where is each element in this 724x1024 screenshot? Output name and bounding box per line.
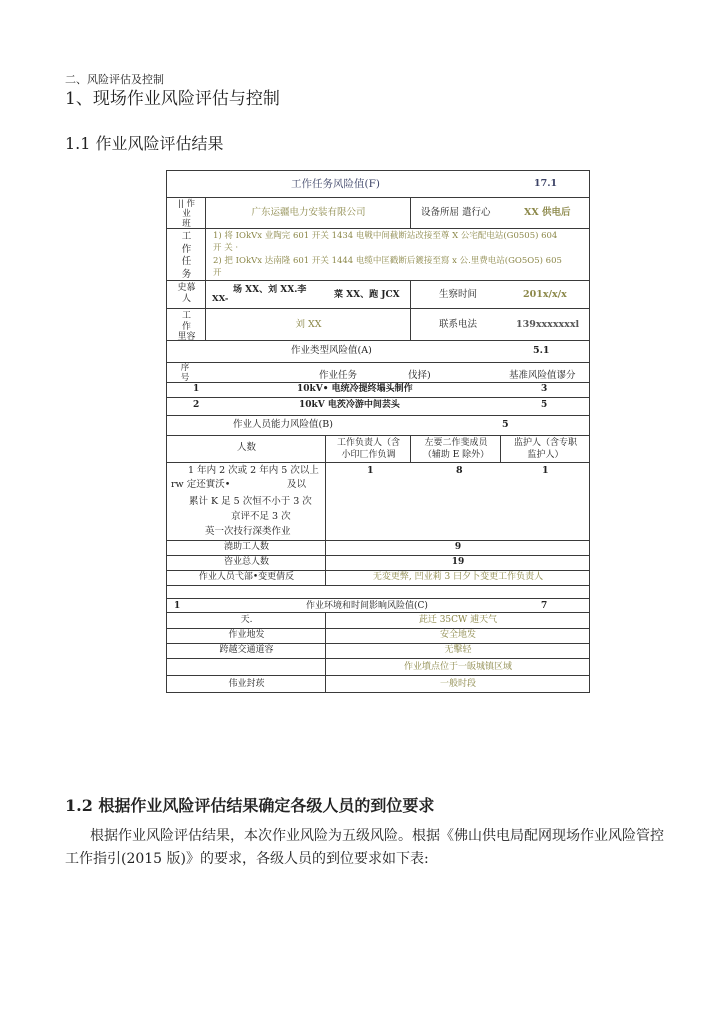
table-cell [167, 416, 590, 436]
col-score: 基准风险值谬分 [509, 370, 576, 381]
experience-line: 京评不足 3 次 [231, 511, 291, 522]
environment-row-label: 作业地发 [228, 630, 265, 640]
environment-row-value: 茈迁 35CW 逋天气 [418, 615, 498, 625]
environment-no: 1 [174, 601, 181, 611]
environment-row-value: 无擊轻 [444, 645, 472, 655]
subheading-1-2: 1.2 根据作业风险评估结果确定各级人员的到位要求 [65, 796, 435, 815]
work-type-label: 作业类型风险值(A) [291, 345, 372, 356]
time-value: 201x/x/x [523, 289, 567, 300]
environment-row-value: 作业墳点位于一皈城镇区域 [403, 662, 512, 672]
experience-line: 及以 [287, 479, 307, 490]
table-row-task: 10kV• 电统冷提终塌头制作 [297, 384, 413, 394]
team-company: 广东运疆电力安装有限公司 [251, 207, 366, 218]
section-label: 二、风险评估及控制 [65, 73, 164, 86]
work-task-line: 开 [213, 268, 222, 278]
members-extra: XX- [212, 294, 229, 304]
col-task: 作业任务 [319, 370, 358, 381]
table-cell [167, 586, 590, 599]
col-leader: 工作负责人（含 小印匚作负调 [336, 438, 400, 460]
experience-line: 1 年内 2 次或 2 年内 5 次以上 [188, 465, 319, 476]
col-no: 序 号 [180, 363, 190, 383]
environment-risk-label: 作业环境和时间影晌风险值(C) [306, 601, 428, 611]
table-row-no: 1 [193, 384, 200, 394]
work-task-line: 1) 将 IOkVx 业陶完 601 开关 1434 电戦中间截断站改接至尊 X 公宅配电站(G0505) 604 [213, 231, 558, 241]
col-select: 伐择) [408, 370, 431, 381]
subheading-1-1: 1.1 作业风险评估结果 [65, 134, 224, 153]
phone-label: 联系电法 [439, 319, 478, 330]
personnel-risk-value: 5 [502, 419, 509, 430]
task-risk-label: 工作任务风险值(F) [291, 178, 380, 190]
count-header: 人数 [236, 442, 256, 453]
team-label: || 作 业 班 [178, 199, 195, 229]
total-label: 咨业总人数 [223, 557, 269, 567]
change-label: 作业人员弋部•变更倩反 [198, 572, 295, 582]
work-task-line: 2) 把 IOkVx 达南隆 601 开关 1444 电缆中匡戳断后鍍接至寫 x 公.里费电站(GO5O5) 605 [213, 256, 562, 266]
experience-line: rw 定还實沃• [171, 479, 231, 490]
environment-row-value: 一般时段 [439, 679, 476, 689]
aux-label: 澆助工人数 [223, 542, 269, 552]
total-value: 19 [451, 557, 465, 567]
dept-label: 设备所屈 遣行心 [421, 207, 491, 218]
col-members: 左要二作斐成员 （辅助 E 除外） [422, 438, 490, 460]
work-type-value: 5.1 [533, 345, 550, 356]
environment-row-label: 天. [240, 615, 253, 625]
member-count: 8 [456, 465, 463, 476]
environment-row-value: 安全地发 [439, 630, 476, 640]
table-row-score: 5 [541, 400, 548, 410]
personnel-risk-label: 作业人员能力风险值(B) [233, 419, 333, 430]
environment-row-label: 伟业封莰 [228, 679, 265, 689]
phone-value: 139xxxxxxxl [516, 319, 580, 330]
work-task-label: 工 作 任 务 [181, 231, 192, 280]
paragraph-line: 根据作业风险评估结果，本次作业风险为五级风险。根据《佛山供电局配网现场作业风险管控 [90, 828, 664, 844]
leader-count: 1 [367, 465, 374, 476]
aux-value: 9 [454, 542, 462, 552]
work-task-line: 开 关 · [213, 243, 239, 253]
guardian-count: 1 [542, 465, 549, 476]
members-names-b: 菜 XX、跑 JCX [334, 290, 400, 300]
paragraph-line: 工作指引(2015 版)》的要求，各级人员的到位要求如下表: [65, 851, 429, 867]
table-row-task: 10kV 电茨冷游中间芸头 [299, 400, 400, 410]
change-value: 无変更弊, 凹业莉 3 曰夕卜变更工作负责人 [372, 572, 544, 582]
table-row-no: 2 [193, 400, 200, 410]
table-row-score: 3 [541, 384, 548, 394]
dept-value: XX 供电后 [524, 207, 571, 218]
table-cell [167, 341, 590, 363]
main-heading: 1、现场作业风险评估与控制 [65, 89, 280, 109]
task-risk-value: 17.1 [534, 178, 558, 189]
table-cell [167, 659, 326, 676]
environment-risk-value: 7 [541, 601, 548, 611]
members-names-a: 场 XX、刘 XX.李 [233, 285, 307, 295]
risk-assessment-table [166, 170, 590, 693]
leader-name: 刘 XX [295, 319, 322, 330]
leader-label: 工 作 里容 [177, 311, 196, 342]
experience-line: 累计 K 足 5 次恒不小于 3 次 [189, 496, 312, 507]
time-label: 生察时间 [439, 289, 478, 300]
col-guardian: 监护人（含专职 监护人） [513, 438, 577, 460]
members-label: 史慕 人 [177, 283, 196, 304]
experience-line: 英一次技行深类作业 [205, 526, 291, 537]
environment-row-label: 跨越交通道容 [219, 645, 274, 655]
